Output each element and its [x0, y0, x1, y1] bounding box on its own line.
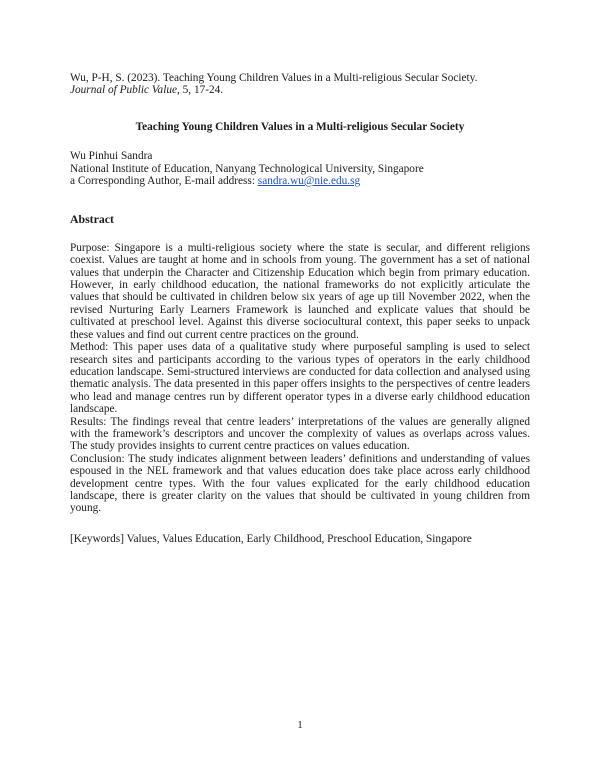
abstract-purpose: Purpose: Singapore is a multi-religious society where the state is secular, and different religions coexist. Values are taught at home and in schools from young. The government has a set of national values that underpin the Character and Citizenship Education which begin from primary education. However, in early childhood education, the national frameworks do not explicitly articulate the values that should be cultivated in children below six years of age up till November 2022, when the revised Nurturing Early Learners Framework is launched and explicate values that should be cultivated at preschool level. Against this diverse sociocultural context, this paper seeks to unpack these values and find out current centre practices on the ground.: [70, 241, 530, 341]
abstract-results: Results: The findings reveal that centre leaders’ interpretations of the values are generally aligned with the framework’s descriptors and uncover the complexity of values as overlaps across values. The study provides insights to current centre practices on values education.: [70, 415, 530, 453]
abstract-heading: Abstract: [70, 212, 114, 227]
author-email-link[interactable]: sandra.wu@nie.edu.sg: [257, 175, 361, 188]
abstract-conclusion: Conclusion: The study indicates alignment between leaders’ definitions and understanding of values espoused in the NEL framework and that values education does take place across early childhood development centre types. With the four values explicated for the early childhood education landscape, there is greater clarity on the values that should be cultivated in young children from young.: [70, 452, 530, 515]
corresponding-author-line: [70, 175, 530, 187]
paper-page: [70, 72, 530, 545]
abstract-body: [70, 242, 530, 515]
abstract-method: Method: This paper uses data of a qualitative study where purposeful sampling is used to select research sites and participants according to the various types of operators in the early childhood education landscape. Semi-structured interviews are conducted for data collection and analysed using thematic analysis. The data presented in this paper offers insights to the perspectives of centre leaders who lead and manage centres run by different operator types in a diverse early childhood education landscape.: [70, 341, 530, 416]
citation-journal-line: [70, 84, 530, 96]
citation-block: [70, 72, 530, 97]
paper-title: Teaching Young Children Values in a Multi-religious Secular Society: [135, 120, 465, 133]
page-number: 1: [297, 719, 303, 731]
corresponding-label: a Corresponding Author, E-mail address:: [70, 175, 258, 188]
author-affiliation: National Institute of Education, Nanyang Technological University, Singapore: [70, 162, 424, 175]
author-name: Wu Pinhui Sandra: [70, 150, 153, 163]
journal-name: Journal of Public Value: [70, 84, 177, 97]
citation-reference: Wu, P-H, S. (2023). Teaching Young Children Values in a Multi-religious Secular Society.: [70, 72, 478, 84]
author-block: [70, 150, 530, 187]
journal-volume-pages: , 5, 17-24.: [177, 84, 224, 97]
keywords: [Keywords] Values, Values Education, Early Childhood, Preschool Education, Singapore: [70, 532, 472, 545]
